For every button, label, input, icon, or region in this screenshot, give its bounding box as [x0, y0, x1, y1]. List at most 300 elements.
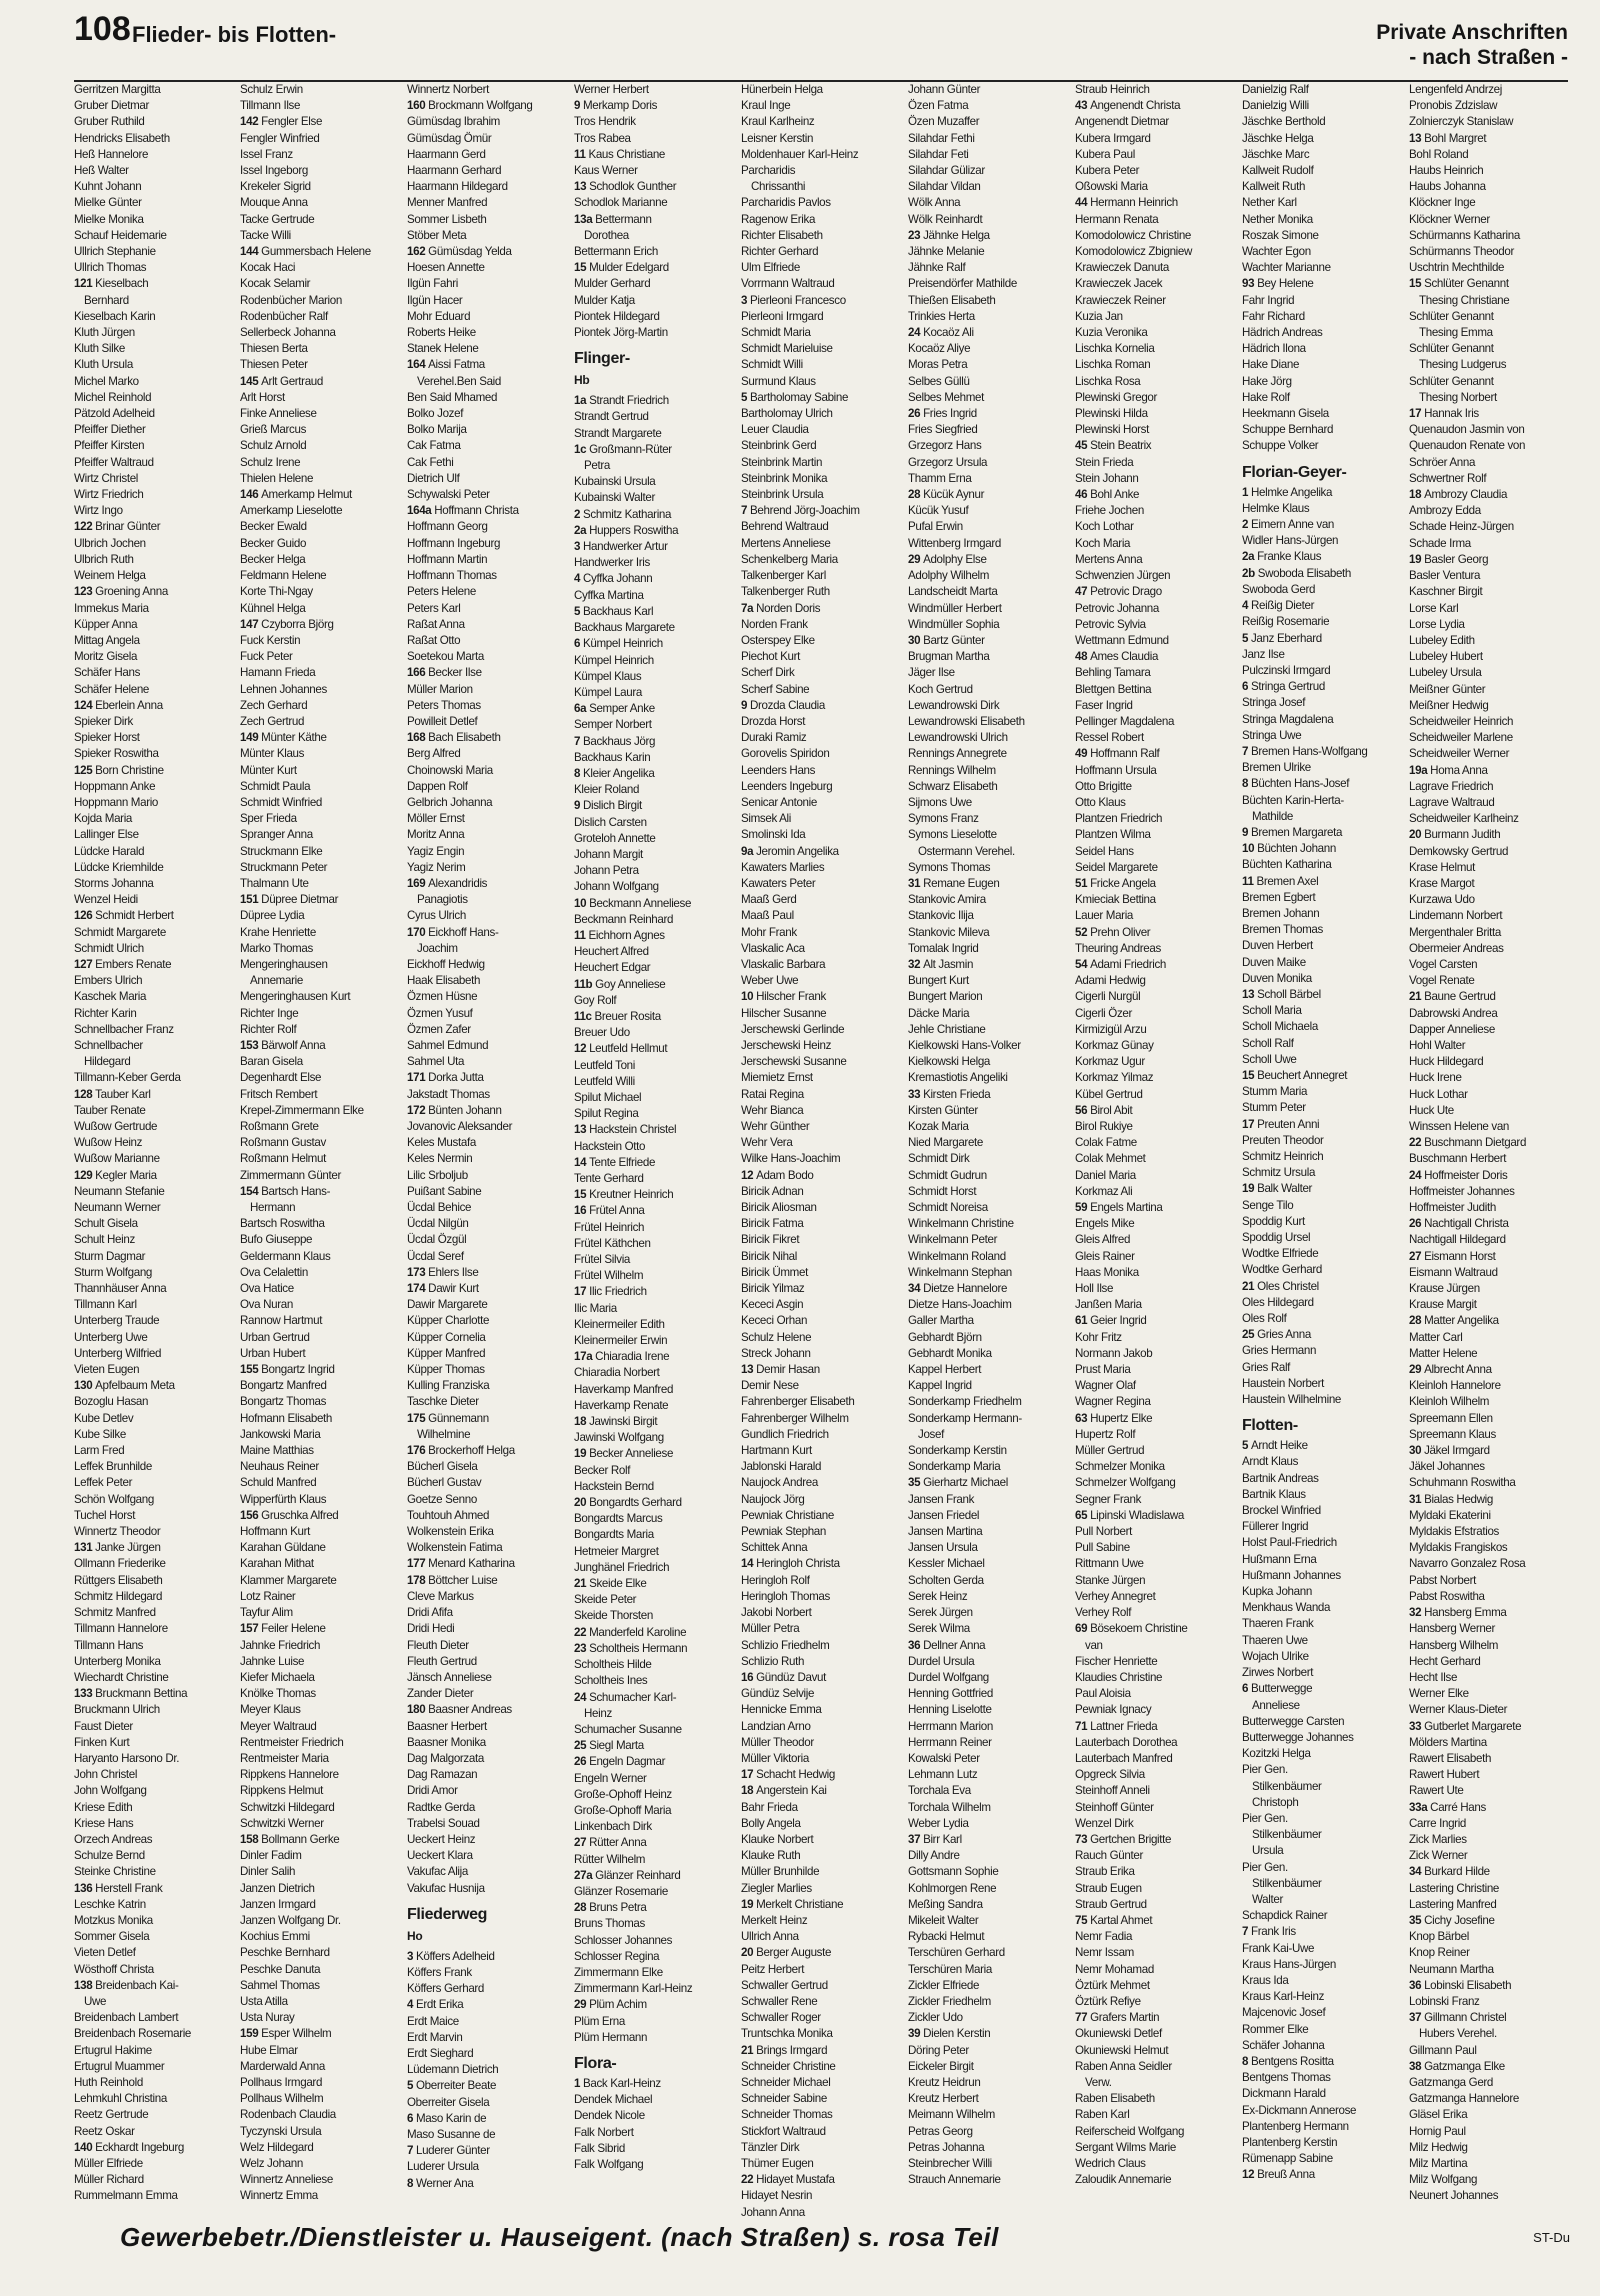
resident-entry: Schürmanns Theodor [1409, 245, 1514, 259]
resident-entry: Fengler Winfried [240, 131, 320, 145]
resident-entry: Wehr Bianca [741, 1103, 804, 1117]
resident-entry: Spilut Michael [574, 1090, 642, 1104]
resident-entry: Thiesen Berta [240, 342, 308, 356]
resident-entry [1242, 631, 1404, 647]
resident-entry: Ova Nuran [240, 1298, 293, 1312]
resident-entry: Arndt Klaus [1242, 1455, 1299, 1469]
resident-entry [574, 1997, 736, 2013]
resident-name: Bartsch Hans- [261, 1184, 331, 1198]
resident-entry: Haas Monika [1075, 1265, 1139, 1279]
resident-entry [407, 357, 569, 373]
resident-entry: Kielkowski Hans-Volker [908, 1038, 1021, 1052]
resident-entry: Hornig Paul [1409, 2124, 1466, 2138]
resident-entry: Janzen Irmgard [240, 1897, 316, 1911]
resident-entry [407, 1411, 569, 1427]
resident-entry: Leffek Brunhilde [74, 1460, 152, 1474]
entry-continuation: Wilhelmine [417, 1427, 471, 1441]
house-number: 142 [240, 115, 262, 129]
resident-entry: Thiesen Peter [240, 358, 308, 372]
resident-entry: Lorse Lydia [1409, 617, 1465, 631]
resident-entry [1242, 2054, 1404, 2070]
resident-entry: Fischer Henriette [1075, 1654, 1158, 1668]
resident-name: Luderer Günter [415, 2144, 490, 2158]
resident-name: Arlt Gertraud [261, 374, 323, 388]
resident-entry: Normann Jakob [1075, 1346, 1153, 1360]
resident-name: Dellner Anna [923, 1638, 986, 1652]
resident-entry: Heringloh Thomas [741, 1589, 830, 1603]
resident-entry: Degenhardt Else [240, 1071, 322, 1085]
house-number: 140 [74, 2140, 96, 2154]
house-number: 6a [574, 702, 590, 716]
resident-name: Gümüsdag Yelda [428, 245, 512, 259]
resident-entry: Lagrave Waltraud [1409, 795, 1495, 809]
resident-entry: Oberreiter Gisela [407, 2095, 490, 2109]
resident-entry: Bolly Angela [741, 1816, 801, 1830]
resident-entry: Ullrich Anna [741, 1930, 799, 1944]
resident-entry: Leutfeld Willi [574, 1074, 635, 1088]
resident-name: Büchten Hans-Josef [1250, 777, 1350, 791]
resident-entry: Eismann Waltraud [1409, 1265, 1498, 1279]
resident-entry: Dendek Nicole [574, 2109, 645, 2123]
resident-name: Ames Claudia [1090, 650, 1159, 664]
resident-entry: Schulz Irene [240, 455, 301, 469]
resident-entry: Engels Mike [1075, 1217, 1135, 1231]
resident-entry: Pfeiffer Diether [74, 423, 146, 437]
resident-entry [908, 552, 1070, 568]
resident-entry: Obermeier Andreas [1409, 941, 1504, 955]
resident-entry: Özmen Hüsne [407, 990, 478, 1004]
resident-entry: Ilgün Hacer [407, 293, 463, 307]
resident-entry: Haubs Heinrich [1409, 164, 1484, 178]
resident-entry [240, 487, 402, 503]
resident-entry: Straub Eugen [1075, 1881, 1142, 1895]
resident-entry [574, 766, 736, 782]
resident-entry [240, 244, 402, 260]
resident-entry: Gorovelis Spiridon [741, 747, 830, 761]
resident-entry: Leenders Ingeburg [741, 779, 833, 793]
resident-entry [407, 1103, 569, 1119]
resident-entry: Ertugrul Hakime [74, 2043, 152, 2057]
resident-entry: Neumann Martha [1409, 1962, 1494, 1976]
resident-entry: Trinkies Herta [908, 309, 975, 323]
resident-entry: Scheidweiler Werner [1409, 747, 1510, 761]
resident-entry: Keles Mustafa [407, 1136, 476, 1150]
resident-name: Petrovic Drago [1090, 585, 1162, 599]
house-number: 13a [574, 212, 596, 226]
resident-entry: Piontek Hildegard [574, 309, 660, 323]
resident-entry: Jablonski Harald [741, 1460, 822, 1474]
resident-entry [741, 601, 903, 617]
house-number: 123 [74, 585, 96, 599]
resident-entry: Ilic Maria [574, 1301, 617, 1315]
resident-entry: Haryanto Harsono Dr. [74, 1751, 180, 1765]
resident-entry: Jerschewski Heinz [741, 1038, 832, 1052]
resident-entry: Ragenow Erika [741, 212, 816, 226]
resident-entry: Korkmaz Günay [1075, 1038, 1154, 1052]
resident-entry: Schmelzer Wolfgang [1075, 1476, 1176, 1490]
resident-entry: Haarmann Gerhard [407, 164, 502, 178]
resident-entry: Wittenberg Irmgard [908, 536, 1001, 550]
resident-name: Semper Anke [589, 702, 655, 716]
resident-entry [574, 442, 736, 458]
resident-entry [1242, 1181, 1404, 1197]
page-number: 108 [74, 10, 131, 48]
resident-entry: Hoffmann Georg [407, 520, 488, 534]
resident-entry: Krawieczek Jacek [1075, 277, 1163, 291]
resident-entry [74, 1686, 236, 1702]
resident-name: Baune Gertrud [1424, 990, 1496, 1004]
resident-entry: Neumann Werner [74, 1201, 161, 1215]
resident-entry: Breidenbach Rosemarie [74, 2027, 192, 2041]
resident-entry: Dislich Carsten [574, 815, 647, 829]
resident-entry: Schlüter Genannt [1409, 374, 1494, 388]
resident-entry: Myldakis Efstratios [1409, 1525, 1499, 1539]
resident-entry: Möller Ernst [407, 812, 465, 826]
resident-name: Hoffmann Ralf [1090, 747, 1160, 761]
resident-name: Angerstein Kai [756, 1784, 827, 1798]
resident-entry: Bolko Jozef [407, 407, 464, 421]
resident-entry: Larm Fred [74, 1444, 125, 1458]
resident-entry [1242, 679, 1404, 695]
house-number: 21 [741, 2043, 757, 2057]
resident-entry: Gläsel Erika [1409, 2108, 1468, 2122]
house-number: 122 [74, 520, 96, 534]
resident-name: Hoffmeister Doris [1424, 1168, 1508, 1182]
resident-entry: Breuer Udo [574, 1026, 630, 1040]
resident-entry [908, 487, 1070, 503]
resident-entry: Schittek Anna [741, 1541, 808, 1555]
resident-entry: Plantenberg Kerstin [1242, 2135, 1338, 2149]
resident-name: Bollmann Gerke [261, 1832, 340, 1846]
resident-entry [1242, 549, 1404, 565]
resident-entry [1242, 987, 1404, 1003]
resident-name: Jeromin Angelika [756, 844, 839, 858]
resident-entry: Grzegorz Hans [908, 439, 982, 453]
resident-entry: Schneider Thomas [741, 2108, 833, 2122]
resident-entry: Janßen Maria [1075, 1298, 1142, 1312]
resident-entry: Thümer Eugen [741, 2157, 814, 2170]
resident-entry: Symons Lieselotte [908, 828, 997, 842]
resident-name: Bartholomay Sabine [749, 390, 849, 404]
resident-entry [74, 1540, 236, 1556]
resident-entry: Powilleit Detlef [407, 714, 478, 728]
house-number: 129 [74, 1168, 96, 1182]
resident-entry: Sturm Wolfgang [74, 1265, 153, 1279]
resident-entry: Biricik Nihal [741, 1249, 798, 1263]
resident-entry: Scholl Ralf [1242, 1036, 1294, 1050]
resident-entry: Adami Hedwig [1075, 974, 1146, 988]
resident-entry: Korkmaz Yilmaz [1075, 1071, 1154, 1085]
resident-entry: Windmüller Sophia [908, 617, 1000, 631]
house-number: 52 [1075, 925, 1091, 939]
entry-list [908, 82, 1070, 2188]
resident-entry: Groteloh Annette [574, 831, 656, 845]
resident-name: Geier Ingrid [1090, 1314, 1147, 1328]
house-number: 7 [407, 2144, 416, 2158]
resident-entry: Ova Celalettin [240, 1265, 308, 1279]
resident-entry: Marko Thomas [240, 941, 313, 955]
resident-entry [1075, 746, 1237, 762]
resident-entry: Gündüz Selvije [741, 1687, 815, 1701]
resident-entry: Lagrave Friedrich [1409, 779, 1494, 793]
house-number: 2 [574, 507, 583, 521]
resident-entry [574, 539, 736, 555]
resident-name: Butterwegge [1250, 1682, 1313, 1696]
resident-name: Berger Auguste [756, 1946, 832, 1960]
resident-entry: Haarmann Gerd [407, 147, 486, 161]
resident-entry: Müller Marion [407, 682, 473, 696]
resident-entry [1075, 1913, 1237, 1929]
resident-entry: Bremen Egbert [1242, 890, 1316, 904]
resident-entry: Schwitzki Werner [240, 1816, 324, 1830]
house-number: 11b [574, 977, 596, 991]
house-number: 29 [574, 1998, 590, 2012]
resident-entry: Sellerbeck Johanna [240, 326, 336, 340]
resident-entry: Brockel Winfried [1242, 1504, 1321, 1518]
resident-entry: Kozitzki Helga [1242, 1747, 1311, 1761]
resident-entry: Scholten Gerda [908, 1573, 984, 1587]
resident-entry: Ücdal Nilgün [407, 1217, 469, 1231]
resident-entry [908, 1475, 1070, 1491]
resident-entry: Zimmermann Karl-Heinz [574, 1982, 693, 1996]
house-number: 35 [1409, 1913, 1425, 1927]
resident-entry [74, 957, 236, 973]
resident-entry [407, 1573, 569, 1589]
resident-entry: Krekeler Sigrid [240, 180, 311, 194]
house-number: 69 [1075, 1622, 1091, 1636]
resident-name: Büchten Johann [1257, 842, 1336, 856]
resident-entry: Rennings Wilhelm [908, 763, 996, 777]
resident-entry: Bongartz Thomas [240, 1395, 327, 1409]
resident-name: Matter Angelika [1424, 1314, 1499, 1328]
resident-entry: Peitz Herbert [741, 1962, 805, 1976]
resident-name: Herstell Frank [95, 1881, 163, 1895]
resident-entry: Bremen Ulrike [1242, 761, 1311, 775]
resident-entry: Steinbrink Monika [741, 471, 828, 485]
resident-entry: Ben Said Mhamed [407, 390, 498, 404]
house-number: 1a [574, 394, 590, 408]
resident-entry: Küpper Charlotte [407, 1314, 490, 1328]
resident-entry: Touhtouh Ahmed [407, 1508, 490, 1522]
resident-entry: Kümpel Klaus [574, 669, 642, 683]
resident-entry: Strandt Gertrud [574, 410, 649, 424]
entry-continuation: Thesing Emma [1419, 326, 1493, 340]
resident-entry: Heekmann Gisela [1242, 407, 1329, 421]
resident-entry: Tillmann Hannelore [74, 1622, 168, 1636]
house-number: 136 [74, 1881, 96, 1895]
resident-entry: Jansen Frank [908, 1492, 975, 1506]
resident-name: Kleier Angelika [582, 766, 655, 780]
resident-entry: Stumm Peter [1242, 1101, 1306, 1115]
resident-entry: Schult Heinz [74, 1233, 135, 1247]
resident-entry: Trabelsi Souad [407, 1816, 480, 1830]
house-number: 1 [574, 2076, 583, 2090]
house-number: 15 [1242, 1068, 1258, 1082]
resident-entry: Reetz Oskar [74, 2124, 135, 2138]
resident-entry: Zech Gertrud [240, 714, 305, 728]
resident-entry: Glänzer Rosemarie [574, 1884, 668, 1898]
resident-entry: Pull Norbert [1075, 1525, 1133, 1539]
resident-name: Balk Walter [1257, 1182, 1313, 1196]
resident-entry: Becker Helga [240, 552, 306, 566]
resident-entry [240, 2026, 402, 2042]
resident-entry: Hetmeier Margret [574, 1544, 659, 1558]
resident-entry: Mergenthaler Britta [1409, 925, 1501, 939]
resident-entry: Hackstein Otto [574, 1139, 646, 1153]
house-number: 22 [741, 2173, 757, 2187]
resident-entry [240, 1362, 402, 1378]
resident-entry: Baasner Herbert [407, 1719, 487, 1733]
resident-entry: Engeln Werner [574, 1771, 647, 1785]
resident-entry: Schmidt Maria [741, 326, 811, 340]
resident-name: Stein Beatrix [1090, 439, 1152, 453]
resident-entry: Usta Nuray [240, 2011, 295, 2025]
resident-entry: Kocak Selamir [240, 277, 311, 291]
resident-entry: Majcenovic Josef [1242, 2006, 1326, 2020]
resident-entry: Parcharidis [741, 164, 796, 178]
resident-entry [240, 114, 402, 130]
resident-entry: Meißner Günter [1409, 682, 1486, 696]
resident-entry: Rümenapp Sabine [1242, 2152, 1333, 2166]
resident-name: Breidenbach Kai- [95, 1978, 179, 1992]
resident-entry: Oles Rolf [1242, 1312, 1287, 1326]
resident-entry: Vogel Renate [1409, 974, 1475, 988]
resident-entry [1075, 195, 1237, 211]
resident-entry: Dietrich Ulf [407, 471, 460, 485]
resident-entry: Werner Elke [1409, 1687, 1469, 1701]
resident-entry [574, 212, 736, 228]
resident-entry [574, 1349, 736, 1365]
resident-entry [574, 1625, 736, 1641]
resident-entry [1409, 1492, 1571, 1508]
entry-continuation: Anneliese [1252, 1698, 1300, 1712]
house-number: 48 [1075, 650, 1091, 664]
resident-entry: Kluth Jürgen [74, 326, 135, 340]
resident-name: Eckhardt Ingeburg [95, 2140, 184, 2154]
resident-entry: Schlizio Friedhelm [741, 1638, 830, 1652]
house-number: 2a [574, 523, 590, 537]
resident-entry: Haarmann Hildegard [407, 180, 508, 194]
resident-entry: Michel Reinhold [74, 390, 152, 404]
house-number: 27a [574, 1868, 596, 1882]
resident-name: Back Karl-Heinz [582, 2076, 661, 2090]
resident-entry: Kallweit Rudolf [1242, 164, 1314, 178]
resident-entry: Unterberg Wilfried [74, 1346, 162, 1360]
resident-entry: Krepel-Zimmermann Elke [240, 1103, 364, 1117]
resident-name: Kücük Aynur [923, 488, 985, 502]
resident-entry: Hansberg Werner [1409, 1622, 1496, 1636]
resident-entry: Schmitz Ursula [1242, 1166, 1316, 1180]
resident-entry: Wettmann Edmund [1075, 633, 1169, 647]
resident-entry: Müller Brunhilde [741, 1865, 820, 1879]
resident-entry: Milz Wolfgang [1409, 2173, 1478, 2187]
resident-entry [741, 844, 903, 860]
resident-entry: Richter Gerhard [741, 245, 819, 259]
resident-entry [1409, 1719, 1571, 1735]
resident-entry: Klöckner Werner [1409, 212, 1490, 226]
house-number: 37 [1409, 2011, 1425, 2025]
house-number: 16 [574, 1204, 590, 1218]
resident-name: Kreutner Heinrich [589, 1188, 674, 1202]
resident-entry: Leschke Katrin [74, 1897, 146, 1911]
resident-entry: Thaeren Frank [1242, 1617, 1314, 1631]
resident-name: Brockerhoff Helga [428, 1444, 515, 1458]
resident-entry: Cigerli Özer [1075, 1006, 1133, 1020]
resident-name: Glänzer Reinhard [595, 1868, 681, 1882]
entry-continuation: Uwe [84, 1994, 107, 2008]
resident-entry: Rybacki Helmut [908, 1930, 985, 1944]
resident-entry: Werner Klaus-Dieter [1409, 1703, 1508, 1717]
resident-entry: Merkelt Heinz [741, 1913, 808, 1927]
resident-entry: Geldermann Klaus [240, 1249, 331, 1263]
resident-entry: Schwaller Roger [741, 2011, 821, 2025]
resident-entry: Klauke Norbert [741, 1832, 814, 1846]
resident-entry: Füllerer Ingrid [1242, 1520, 1309, 1534]
resident-entry: Wirtz Ingo [74, 504, 123, 518]
resident-entry: Straub Gertrud [1075, 1897, 1147, 1911]
resident-name: Behrend Jörg-Joachim [749, 504, 860, 518]
resident-entry: Cyffka Martina [574, 588, 644, 602]
resident-entry: Amerkamp Lieselotte [240, 504, 343, 518]
resident-name: Albrecht Anna [1424, 1363, 1492, 1377]
resident-name: Hannak Iris [1424, 407, 1479, 421]
house-number: 63 [1075, 1411, 1091, 1425]
resident-entry: Dendek Michael [574, 2093, 653, 2107]
directory-columns [74, 82, 1574, 2219]
resident-entry: Cak Fethi [407, 455, 454, 469]
resident-entry: Schlüter Genannt [1409, 309, 1494, 323]
resident-entry: Schulze Bernd [74, 1849, 145, 1863]
resident-entry: Vorrmann Waltraud [741, 277, 835, 291]
resident-entry: Arlt Horst [240, 390, 285, 404]
resident-entry: Lilic Srboljub [407, 1168, 468, 1182]
resident-entry: Frütel Wilhelm [574, 1269, 644, 1283]
resident-name: Basler Georg [1424, 552, 1489, 566]
resident-entry: Vakufac Husnija [407, 1881, 485, 1895]
resident-name: Düpree Dietmar [261, 893, 339, 907]
resident-entry: Vakufac Alija [407, 1865, 468, 1879]
resident-entry: Sergant Wilms Marie [1075, 2140, 1176, 2154]
house-number: 35 [908, 1476, 924, 1490]
resident-entry: Okuniewski Detlef [1075, 2027, 1162, 2041]
house-number: 9 [1242, 825, 1251, 839]
resident-entry: Swoboda Gerd [1242, 582, 1316, 596]
resident-entry: Schäfer Johanna [1242, 2038, 1325, 2052]
resident-entry: Wußow Heinz [74, 1136, 143, 1150]
resident-entry [1242, 517, 1404, 533]
house-number: 162 [407, 245, 429, 259]
resident-entry: Kluth Ursula [74, 358, 133, 372]
resident-entry: Büchten Katharina [1242, 858, 1332, 872]
resident-entry: Dridi Afifa [407, 1606, 453, 1620]
resident-name: Breuß Anna [1257, 2168, 1315, 2182]
house-number: 31 [908, 876, 924, 890]
resident-entry: Urban Hubert [240, 1346, 306, 1360]
resident-name: Dorka Jutta [428, 1071, 484, 1085]
resident-entry [407, 503, 569, 519]
resident-entry: Rodenbach Claudia [240, 2108, 336, 2122]
entry-continuation: Ostermann Verehel. [918, 844, 1015, 858]
house-number: 38 [1409, 2059, 1425, 2073]
resident-entry [407, 665, 569, 681]
resident-entry [1242, 744, 1404, 760]
resident-entry: Schmidt Paula [240, 779, 311, 793]
resident-entry: Myldakis Frangiskos [1409, 1541, 1508, 1555]
resident-entry [1242, 1681, 1404, 1697]
resident-entry: Gillmann Paul [1409, 2043, 1477, 2057]
resident-entry: Kubainski Ursula [574, 475, 656, 489]
resident-entry [574, 977, 736, 993]
